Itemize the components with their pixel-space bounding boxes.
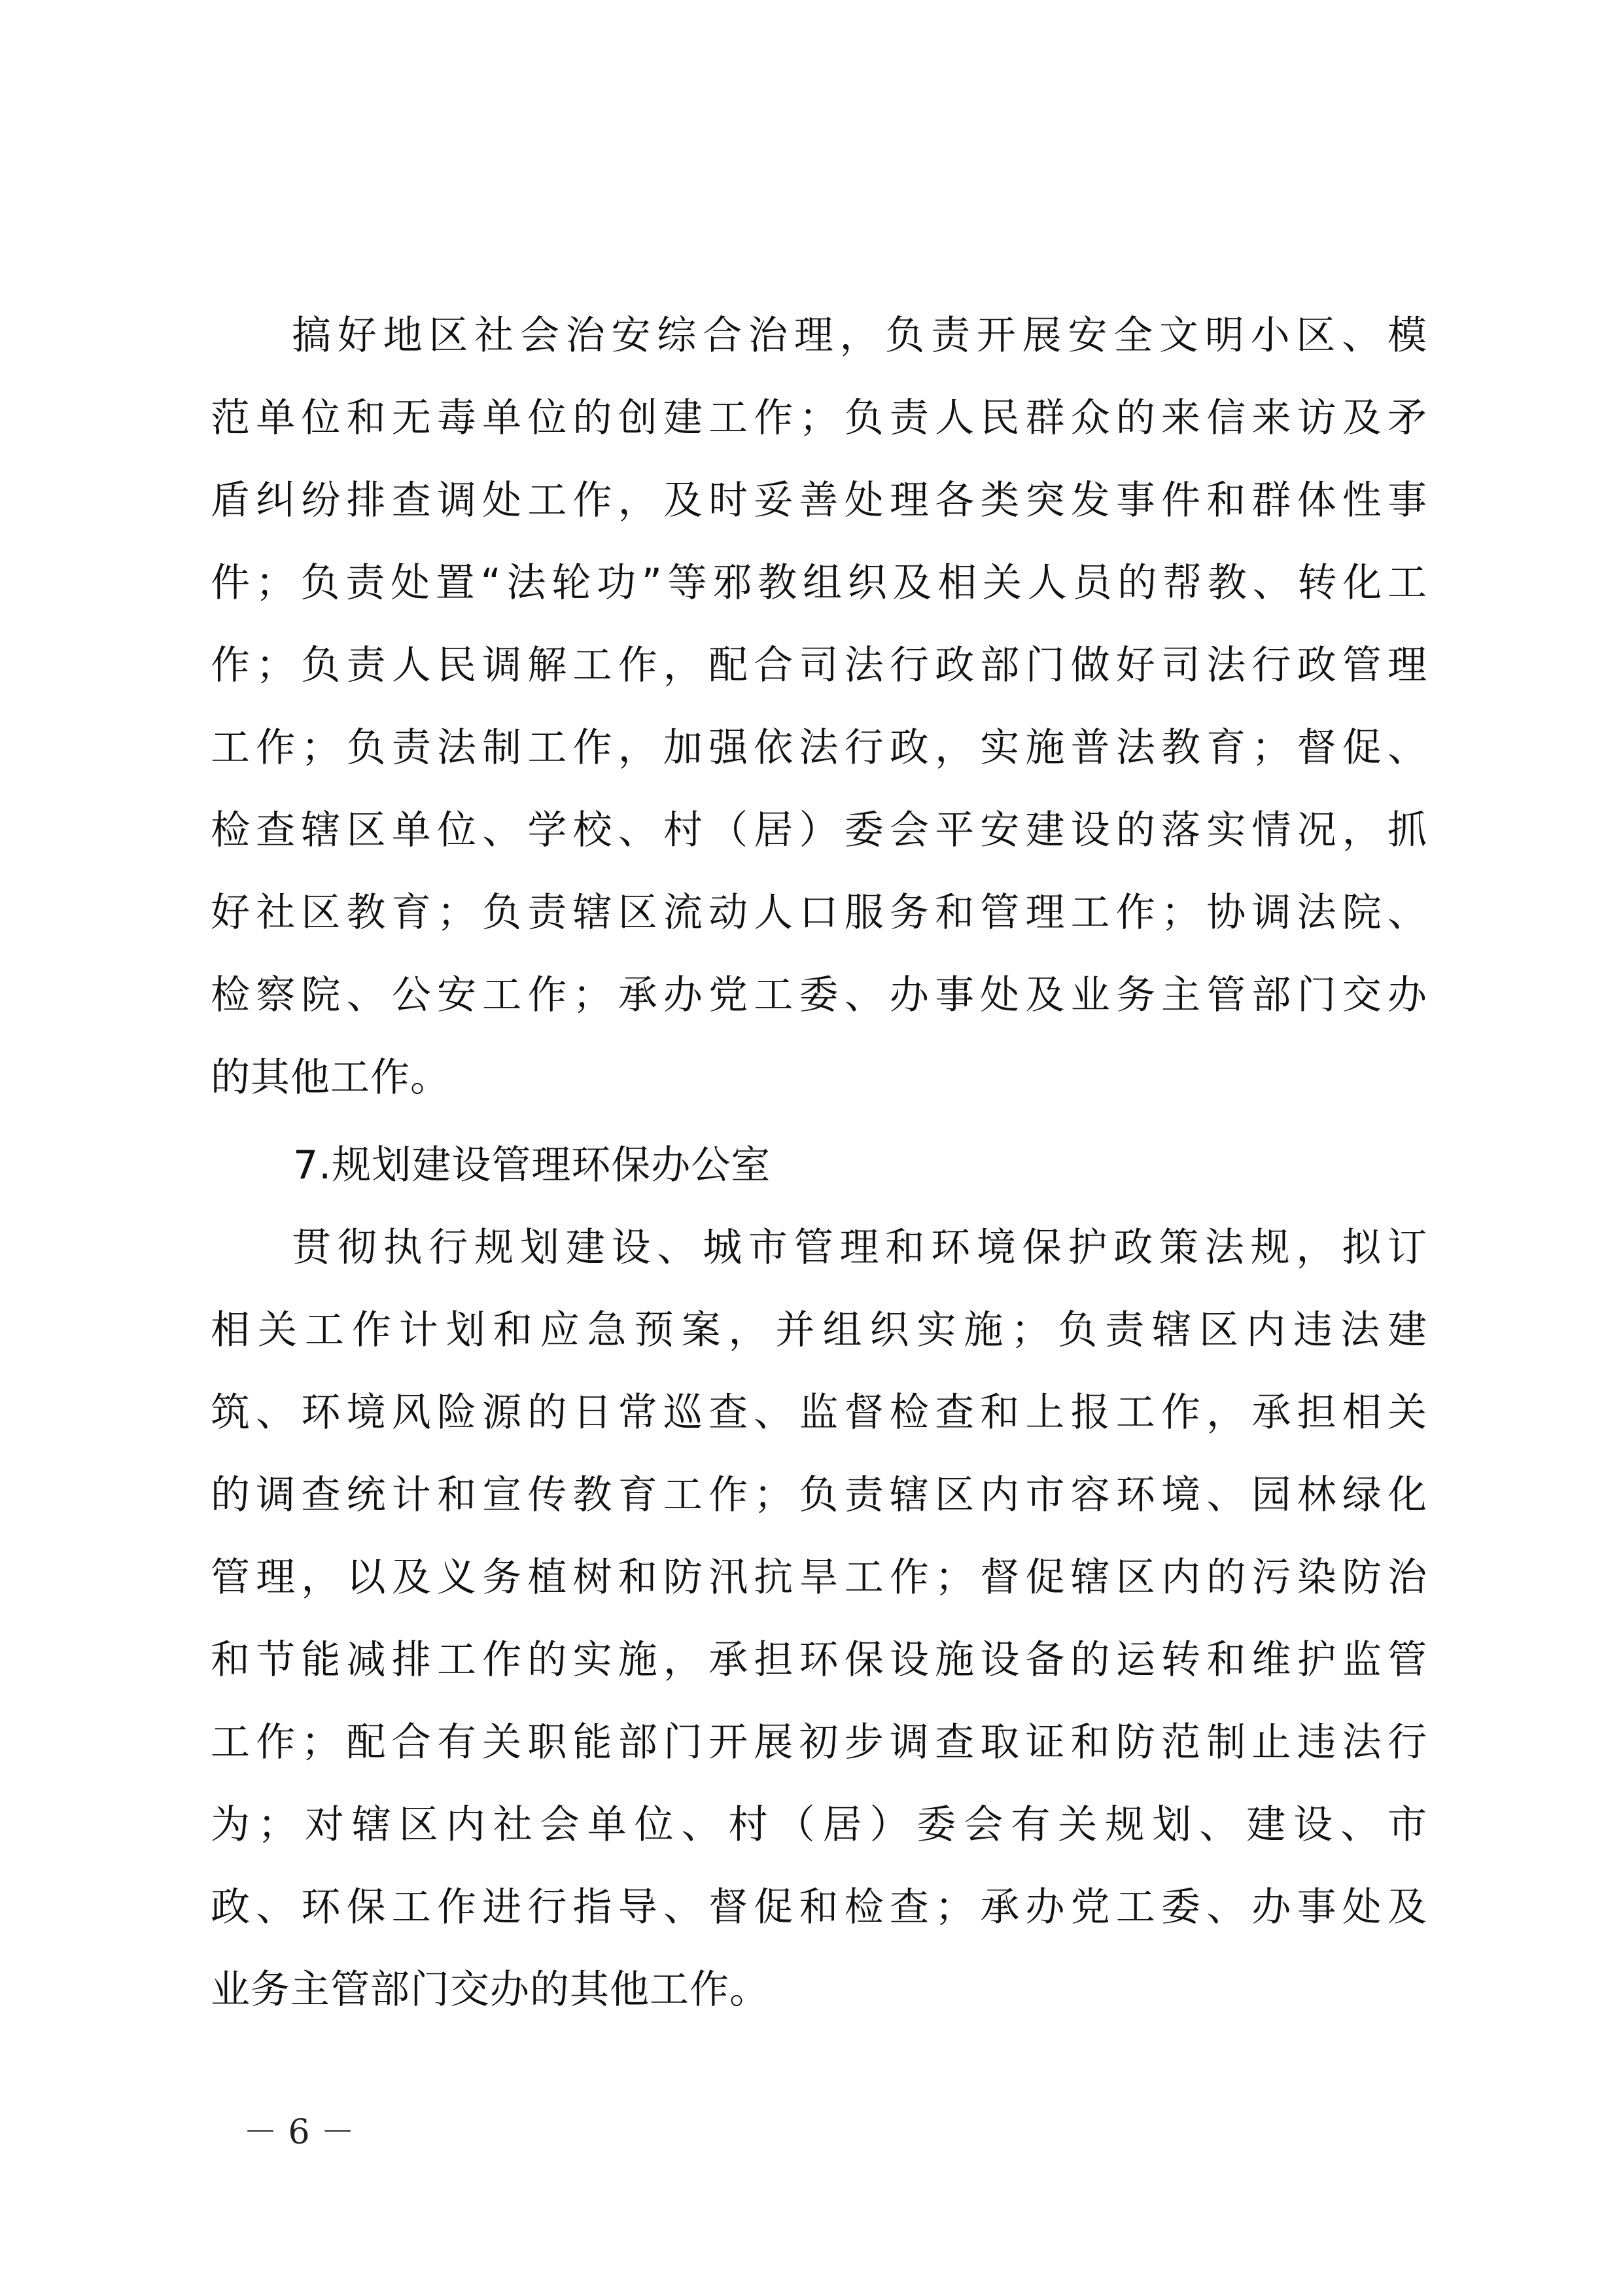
text-line: 检查辖区单位、学校、村（居）委会平安建设的落实情况，抓 xyxy=(211,807,1427,853)
text-line: 作；负责人民调解工作，配合司法行政部门做好司法行政管理 xyxy=(211,643,1427,688)
text-line: 筑、环境风险源的日常巡查、监督检查和上报工作，承担相关 xyxy=(211,1390,1427,1436)
paragraph-planning-construction xyxy=(211,1207,1427,2031)
text-line: 工作；负责法制工作，加强依法行政，实施普法教育；督促、 xyxy=(211,725,1427,771)
text-line: 管理，以及义务植树和防汛抗旱工作；督促辖区内的污染防治 xyxy=(211,1555,1427,1600)
page-number: － 6 － xyxy=(243,2113,355,2152)
text-line: 业务主管部门交办的其他工作。 xyxy=(211,1967,769,2013)
text-line: 检察院、公安工作；承办党工委、办事处及业务主管部门交办 xyxy=(211,972,1427,1018)
text-line: 的其他工作。 xyxy=(211,1055,450,1101)
text-line: 和节能减排工作的实施，承担环保设施设备的运转和维护监管 xyxy=(211,1637,1427,1683)
text-line: 搞好地区社会治安综合治理，负责开展安全文明小区、模 xyxy=(292,313,1427,359)
text-line: 政、环保工作进行指导、督促和检查；承办党工委、办事处及 xyxy=(211,1884,1427,1930)
text-line: 件；负责处置“法轮功”等邪教组织及相关人员的帮教、转化工 xyxy=(211,560,1427,606)
text-line: 盾纠纷排查调处工作，及时妥善处理各类突发事件和群体性事 xyxy=(211,478,1427,523)
paragraph-public-security xyxy=(211,294,1427,1119)
text-line: 范单位和无毒单位的创建工作；负责人民群众的来信来访及矛 xyxy=(211,395,1427,441)
text-line: 贯彻执行规划建设、城市管理和环境保护政策法规，拟订 xyxy=(292,1225,1427,1271)
text-line: 好社区教育；负责辖区流动人口服务和管理工作；协调法院、 xyxy=(211,890,1427,936)
text-line: 工作；配合有关职能部门开展初步调查取证和防范制止违法行 xyxy=(211,1720,1427,1765)
text-line: 为；对辖区内社会单位、村（居）委会有关规划、建设、市 xyxy=(211,1802,1427,1848)
text-line: 相关工作计划和应急预案，并组织实施；负责辖区内违法建 xyxy=(211,1307,1427,1353)
section-heading: 7.规划建设管理环保办公室 xyxy=(293,1142,771,1188)
text-line: 的调查统计和宣传教育工作；负责辖区内市容环境、园林绿化 xyxy=(211,1472,1427,1518)
